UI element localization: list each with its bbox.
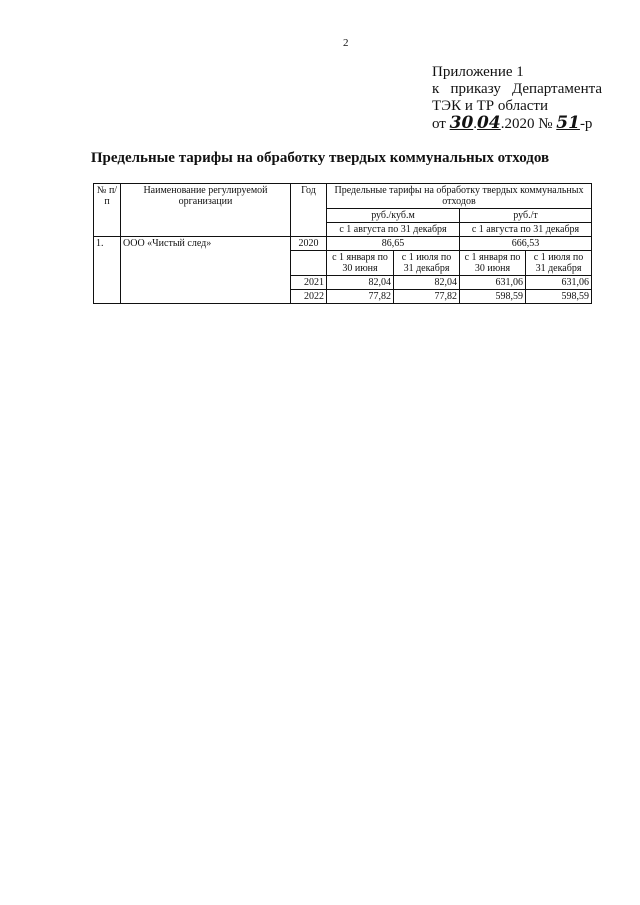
header-h1-t: с 1 января по 30 июня [460, 251, 526, 276]
appendix-department: Департамента [511, 81, 602, 97]
row-year-2022: 2022 [291, 290, 327, 304]
value-2021-m3-h2: 82,04 [394, 276, 460, 290]
row-org: ООО «Чистый след» [121, 237, 291, 304]
value-2022-t-h2: 598,59 [526, 290, 592, 304]
date-month: 04 [477, 113, 501, 133]
header-h2-t: с 1 июля по 31 декабря [526, 251, 592, 276]
value-2022-t-h1: 598,59 [460, 290, 526, 304]
header-num: № п/п [94, 184, 121, 237]
value-2021-m3-h1: 82,04 [327, 276, 394, 290]
header-year: Год [291, 184, 327, 237]
value-2021-t-h2: 631,06 [526, 276, 592, 290]
date-day: 30 [449, 113, 474, 133]
row-year-2021: 2021 [291, 276, 327, 290]
appendix-line-1: Приложение 1 [432, 64, 524, 80]
appendix-block [432, 64, 612, 133]
value-2022-m3-h1: 77,82 [327, 290, 394, 304]
header-h1-m3: с 1 января по 30 июня [327, 251, 394, 276]
appendix-to: к [432, 81, 440, 97]
header-org: Наименование регулируемой организации [121, 184, 291, 237]
appendix-line-3: ТЭК и ТР области [432, 98, 548, 114]
table-header-row [94, 184, 592, 209]
appendix-line-2 [432, 81, 602, 98]
appendix-order: приказу [450, 81, 501, 97]
value-2020-m3: 86,65 [327, 237, 460, 251]
page-number: 2 [343, 37, 349, 49]
row-year-2020: 2020 [291, 237, 327, 251]
document-title: Предельные тарифы на обработку твердых коммунальных отходов [90, 150, 550, 166]
date-year: .2020 № [500, 116, 553, 132]
appendix-line-4: от 30.04.2020 № 51-р [432, 113, 593, 133]
header-tariffs: Предельные тарифы на обработку твердых коммунальных отходов [327, 184, 592, 209]
empty-year-cell [291, 251, 327, 276]
header-unit-m3: руб./куб.м [327, 209, 460, 223]
date-prefix: от [432, 116, 446, 132]
tariffs-table [93, 183, 592, 304]
header-period-2020-t: с 1 августа по 31 декабря [460, 223, 592, 237]
header-h2-m3: с 1 июля по 31 декабря [394, 251, 460, 276]
value-2021-t-h1: 631,06 [460, 276, 526, 290]
row-num: 1. [94, 237, 121, 304]
order-number: 51 [556, 113, 580, 133]
header-unit-t: руб./т [460, 209, 592, 223]
table-row-2020 [94, 237, 592, 251]
header-period-2020-m3: с 1 августа по 31 декабря [327, 223, 460, 237]
order-suffix: -р [579, 116, 593, 132]
value-2020-t: 666,53 [460, 237, 592, 251]
value-2022-m3-h2: 77,82 [394, 290, 460, 304]
